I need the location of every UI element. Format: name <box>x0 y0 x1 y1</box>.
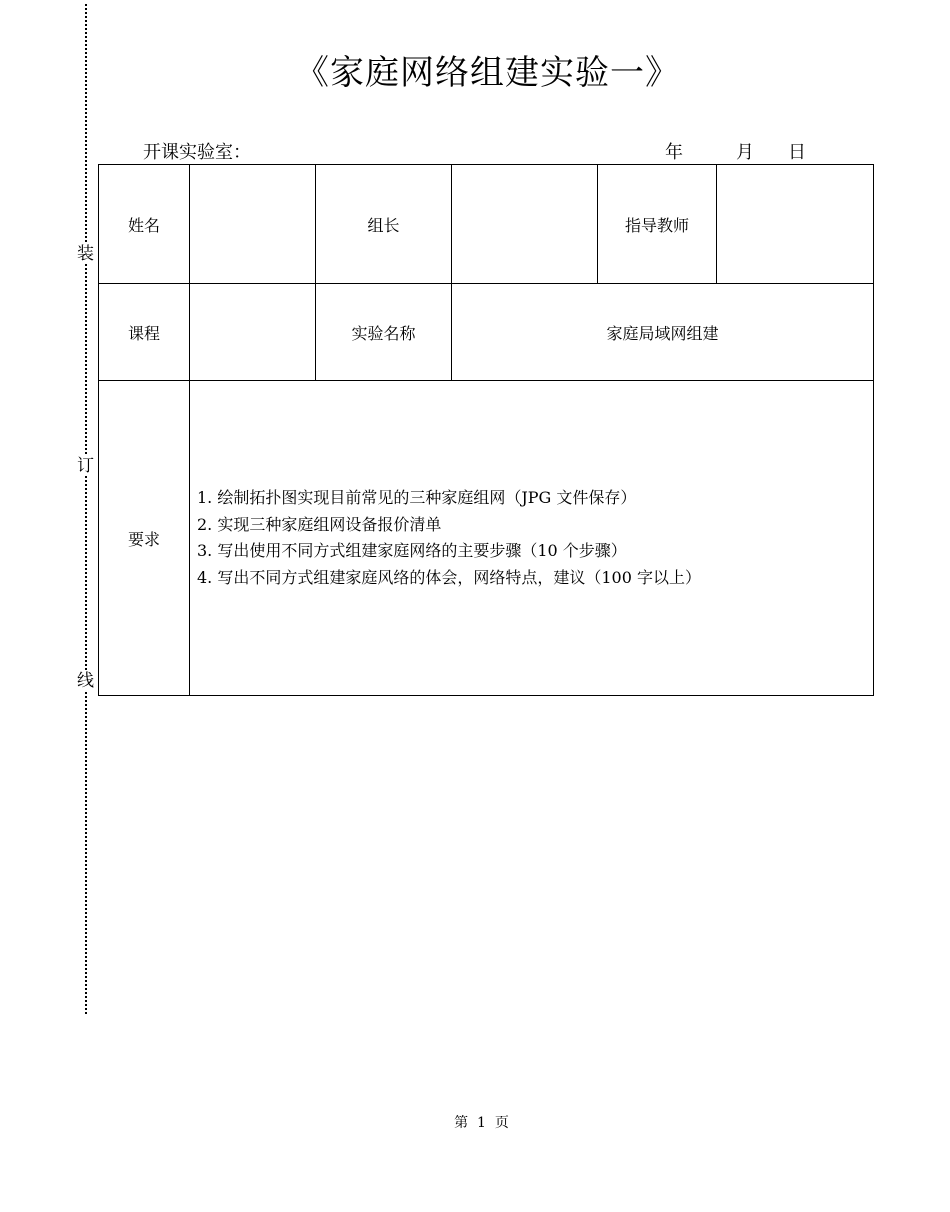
form-row-course <box>99 284 874 381</box>
name-field[interactable] <box>190 165 316 284</box>
lab-label: 开课实验室： <box>143 142 251 163</box>
form-row-requirements <box>99 381 874 696</box>
experiment-name-value: 家庭局域网组建 <box>452 284 874 381</box>
name-label: 姓名 <box>99 165 190 284</box>
requirements-cell <box>190 381 874 696</box>
binding-char-xian: 线 <box>77 671 94 691</box>
day-label: 日 <box>788 142 806 163</box>
page-title: 《家庭网络组建实验一》 <box>295 53 680 93</box>
experiment-name-label: 实验名称 <box>316 284 452 381</box>
teacher-field[interactable] <box>717 165 874 284</box>
teacher-label: 指导教师 <box>598 165 717 284</box>
requirement-item: 4. 写出不同方式组建家庭风络的体会，网络特点，建议（100 字以上） <box>197 567 701 587</box>
requirements-list <box>190 485 873 591</box>
leader-field[interactable] <box>452 165 598 284</box>
month-label: 月 <box>736 142 754 163</box>
year-label: 年 <box>665 142 683 163</box>
lab-date-row <box>143 138 843 162</box>
page-number: 第 1 页 <box>454 1115 509 1131</box>
requirement-item: 3. 写出使用不同方式组建家庭网络的主要步骤（10 个步骤） <box>197 541 627 560</box>
requirement-item: 2. 实现三种家庭组网设备报价清单 <box>197 514 442 534</box>
course-field[interactable] <box>190 284 316 381</box>
requirement-item: 1. 绘制拓扑图实现目前常见的三种家庭组网（JPG 文件保存） <box>197 488 637 507</box>
experiment-form-table <box>98 164 874 696</box>
binding-char-zhuang: 装 <box>77 244 94 264</box>
binding-char-ding: 订 <box>77 456 94 476</box>
requirements-label: 要求 <box>99 381 190 696</box>
form-row-people <box>99 165 874 284</box>
course-label: 课程 <box>99 284 190 381</box>
leader-label: 组长 <box>316 165 452 284</box>
binding-dotted-line <box>85 4 87 1014</box>
